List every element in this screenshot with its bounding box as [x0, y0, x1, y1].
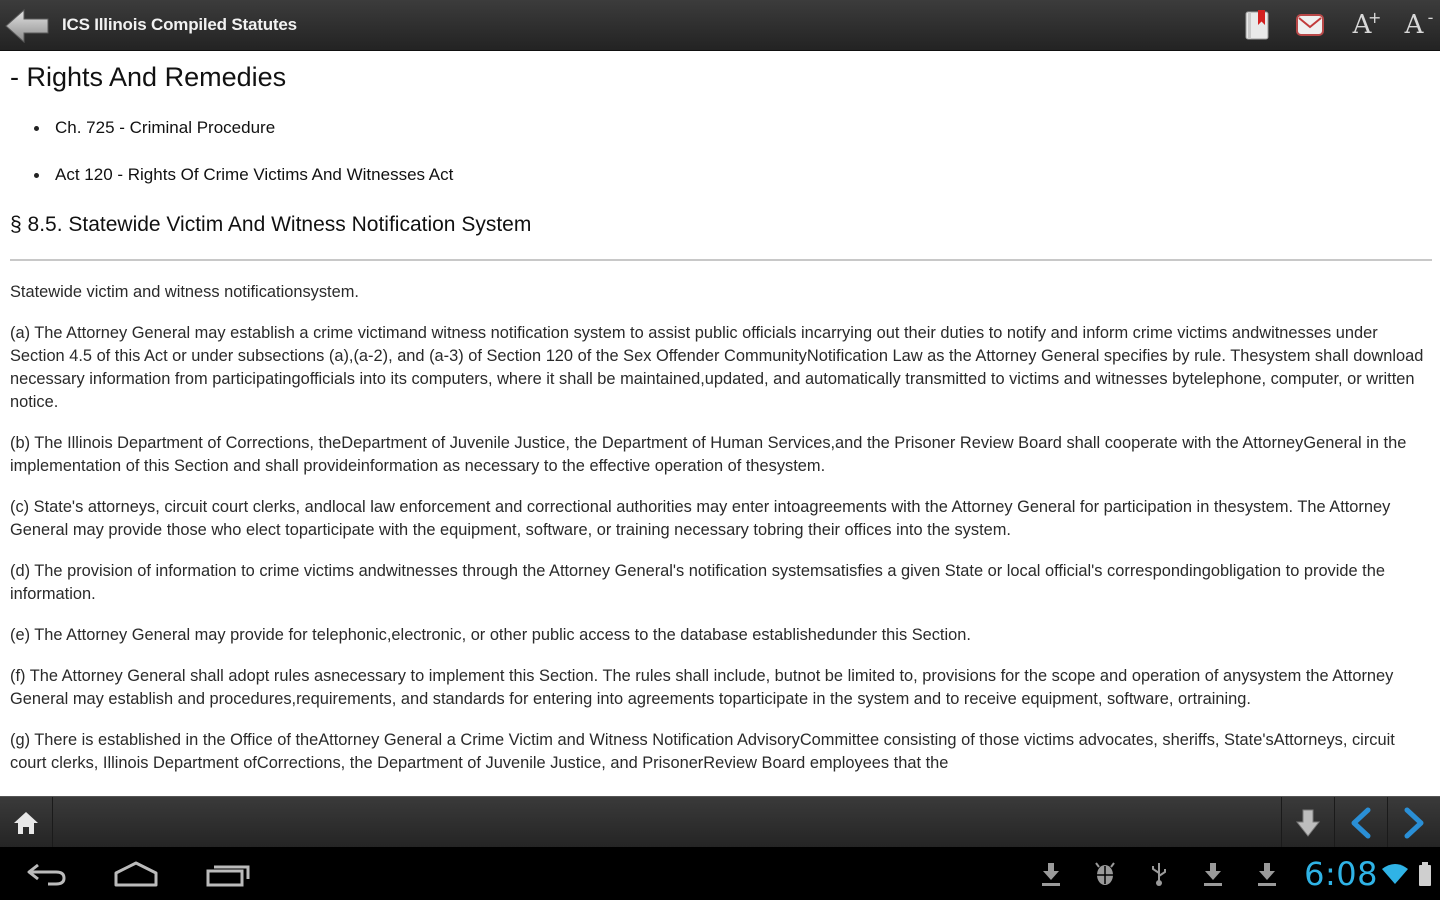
font-sign: +: [1367, 8, 1382, 27]
recent-apps-icon[interactable]: [202, 857, 254, 891]
paragraph: (a) The Attorney General may establish a crime victimand witness notification system to assist public officials incarrying out their duties to notify and inform crime victims andwitnesses under Section 4.5 of this Act or under subsections (a),(a-2), and (a-3) of Section 120 of the Sex Offender CommunityNotification Law as the Attorney General specifies by rule. Thesystem shall download necessary information from participatingofficials into its computers, where it shall be maintained,updated, and automatically transmitted to victims and witnesses bytelephone, computer, or written notice.: [10, 324, 1424, 411]
divider: [10, 259, 1432, 261]
breadcrumb-list: [32, 117, 453, 211]
font-sign: -: [1427, 8, 1434, 27]
page-heading: - Rights And Remedies: [10, 62, 287, 92]
paragraph: (f) The Attorney General shall adopt rules asnecessary to implement this Section. The rules shall include, butnot be limited to, provisions for the scope and operation of anysystem the Attorney General may establish and procedures,requirements, and standards for entering into agreements toparticipate in the system and to receive equipment, software, ortraining.: [10, 667, 1394, 708]
download-icon: [1024, 847, 1078, 900]
home-icon[interactable]: [0, 797, 53, 848]
android-debug-icon: [1078, 847, 1132, 900]
font-glyph: A: [1404, 10, 1424, 40]
paragraph: Statewide victim and witness notificationsystem.: [10, 283, 359, 301]
email-icon[interactable]: [1284, 0, 1336, 50]
statute-content[interactable]: [0, 51, 1440, 796]
paragraph: (d) The provision of information to crime victims andwitnesses through the Attorney General's notification systemsatisfies a given State or local official's correspondingobligation to provide the information.: [10, 562, 1385, 603]
font-decrease-icon[interactable]: [1388, 0, 1440, 50]
statute-body: [10, 281, 1430, 793]
font-increase-icon[interactable]: [1336, 0, 1388, 50]
bottom-toolbar: [0, 796, 1440, 848]
action-bar: [0, 0, 1440, 51]
bookmark-icon[interactable]: [1232, 0, 1284, 50]
paragraph: (e) The Attorney General may provide for telephonic,electronic, or other public access to the database establishedunder this Section.: [10, 626, 971, 644]
usb-icon: [1132, 847, 1186, 900]
section-title: § 8.5. Statewide Victim And Witness Notification System: [10, 213, 532, 236]
paragraph: (b) The Illinois Department of Corrections, theDepartment of Juvenile Justice, the Department of Human Services,and the Prisoner Review Board shall cooperate with the AttorneyGeneral in the implementation of this Section and shall provideinformation as necessary to the effective operation of thesystem.: [10, 434, 1407, 475]
wifi-icon: [1380, 862, 1410, 886]
paragraph: (g) There is established in the Office of theAttorney General a Crime Victim and Witness Notification AdvisoryCommittee consisting of those victims advocates, sheriffs, State'sAttorneys, circuit court clerks, Illinois Department ofCorrections, the Department of Juvenile Justice, and PrisonerReview Board employees that the: [10, 731, 1395, 772]
breadcrumb-act[interactable]: Act 120 - Rights Of Crime Victims And Witnesses Act: [32, 164, 453, 211]
battery-icon: [1410, 861, 1440, 887]
scroll-down-icon[interactable]: [1281, 797, 1334, 848]
download-icon: [1186, 847, 1240, 900]
download-icon: [1240, 847, 1294, 900]
back-nav-icon[interactable]: [22, 857, 70, 891]
home-nav-icon[interactable]: [110, 857, 162, 891]
previous-icon[interactable]: [1334, 797, 1387, 848]
back-arrow-icon[interactable]: [4, 8, 50, 44]
font-glyph: A: [1352, 10, 1372, 40]
system-bar: [0, 847, 1440, 900]
breadcrumb-chapter[interactable]: Ch. 725 - Criminal Procedure: [32, 117, 453, 164]
next-icon[interactable]: [1387, 797, 1440, 848]
clock: 6:08: [1304, 854, 1378, 893]
paragraph: (c) State's attorneys, circuit court clerks, andlocal law enforcement and correctional authorities may enter intoagreements with the Attorney General for participation in thesystem. The Attorney General may provide those who elect toparticipate with the equipment, software, or training necessary tobring their offices into the system.: [10, 498, 1391, 539]
app-title: ICS Illinois Compiled Statutes: [62, 15, 297, 34]
